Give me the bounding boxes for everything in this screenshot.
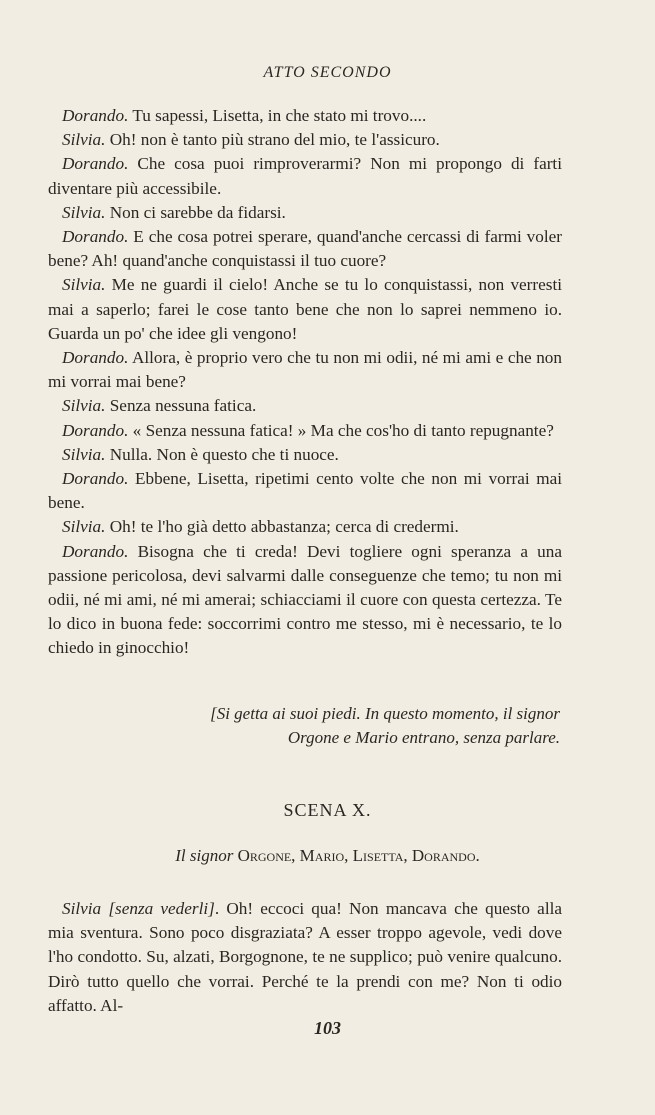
- speaker-name: Silvia.: [62, 517, 106, 537]
- speaker-name: Silvia.: [62, 202, 106, 222]
- speaker-name: Dorando.: [62, 348, 129, 368]
- speech: [48, 394, 562, 418]
- speaker-name: Silvia.: [62, 130, 106, 150]
- speech-text: E che cosa potrei sperare, quand'anche cercassi di farmi voler bene? Ah! quand'anche conquistassi il tuo cuore?: [48, 227, 562, 271]
- speech-text: Allora, è proprio vero che tu non mi odii, né mi ami e che non mi vorrai mai bene?: [48, 348, 562, 392]
- speech-text: « Senza nessuna fatica! » Ma che cos'ho di tanto repugnante?: [128, 420, 554, 440]
- speaker-name: Dorando.: [62, 154, 129, 174]
- speaker-name: Dorando.: [62, 227, 129, 247]
- speech-text: . Oh! eccoci qua! Non mancava che questo alla mia sventura. Sono poco disgraziata? A esser troppo agevole, vedi dove l'ho condotto. Su, alzati, Borgognone, te ne supplico; può venire qualcuno. Dirò tutto quello che vorrai. Perché te la prendi con me? Non ti odio affatto. Al-: [48, 899, 562, 1015]
- scene-title: SCENA X.: [283, 800, 372, 820]
- stage-direction: [120, 702, 560, 750]
- speech-text: Ebbene, Lisetta, ripetimi cento volte che non mi vorrai mai bene.: [48, 469, 562, 513]
- speech: [48, 443, 562, 467]
- running-header: ATTO SECONDO: [263, 64, 392, 81]
- dialogue-block: [48, 104, 562, 661]
- speaker-name: Silvia.: [62, 444, 106, 464]
- speech: [48, 467, 562, 515]
- speech: [48, 540, 562, 661]
- speech: [48, 419, 562, 443]
- speaker-name: Silvia.: [62, 275, 106, 295]
- speech: [48, 225, 562, 273]
- speech: [48, 897, 562, 1018]
- speaker-name: Dorando.: [62, 420, 129, 440]
- speaker-name: Silvia.: [62, 396, 106, 416]
- scene-speech: [48, 897, 562, 1018]
- speech: [48, 152, 562, 200]
- inline-direction: [senza vederli]: [101, 899, 215, 918]
- stage-direction-line-2: Orgone e Mario entrano, senza parlare.: [287, 728, 560, 747]
- speech: [48, 128, 562, 152]
- characters-prefix: Il signor: [175, 846, 238, 865]
- speech: [48, 273, 562, 346]
- speech-text: Senza nessuna fatica.: [105, 396, 257, 416]
- speaker-name: Dorando.: [62, 541, 129, 561]
- speech-text: Tu sapessi, Lisetta, in che stato mi trovo....: [128, 106, 427, 125]
- speaker-name: Dorando.: [62, 106, 129, 125]
- speech: [48, 515, 562, 539]
- speech-text: Bisogna che ti creda! Devi togliere ogni speranza a una passione pericolosa, devi salvarmi dalle conseguenze che temo; tu non mi odii, né mi ami, né mi amerai; schiacciami il cuore con questa certezza. Te lo dico in buona fede: soccorrimi contro me stesso, mi è necessario, te lo chiedo in ginocchio!: [48, 541, 562, 658]
- scene-characters: [0, 846, 655, 866]
- characters-names: Orgone, Mario, Lisetta, Dorando.: [237, 846, 480, 865]
- stage-direction-line-1: [Si getta ai suoi piedi. In questo momento, il signor: [210, 704, 560, 723]
- speech-text: Oh! non è tanto più strano del mio, te l'assicuro.: [105, 130, 440, 150]
- speech: [48, 104, 562, 128]
- speech: [48, 201, 562, 225]
- speech-text: Me ne guardi il cielo! Anche se tu lo conquistassi, non verresti mai a saperlo; farei le cose tanto bene che non lo saprei nemmeno io. Guarda un po' che idee gli vengono!: [48, 275, 562, 343]
- speech-text: Non ci sarebbe da fidarsi.: [105, 202, 286, 222]
- page-number: 103: [314, 1018, 341, 1038]
- speech-text: Nulla. Non è questo che ti nuoce.: [105, 444, 339, 464]
- speech-text: Che cosa puoi rimproverarmi? Non mi propongo di farti diventare più accessibile.: [48, 154, 562, 198]
- speaker-name: Dorando.: [62, 469, 129, 489]
- speech-text: Oh! te l'ho già detto abbastanza; cerca di credermi.: [105, 517, 459, 537]
- speech: [48, 346, 562, 394]
- speaker-name: Silvia: [62, 899, 102, 918]
